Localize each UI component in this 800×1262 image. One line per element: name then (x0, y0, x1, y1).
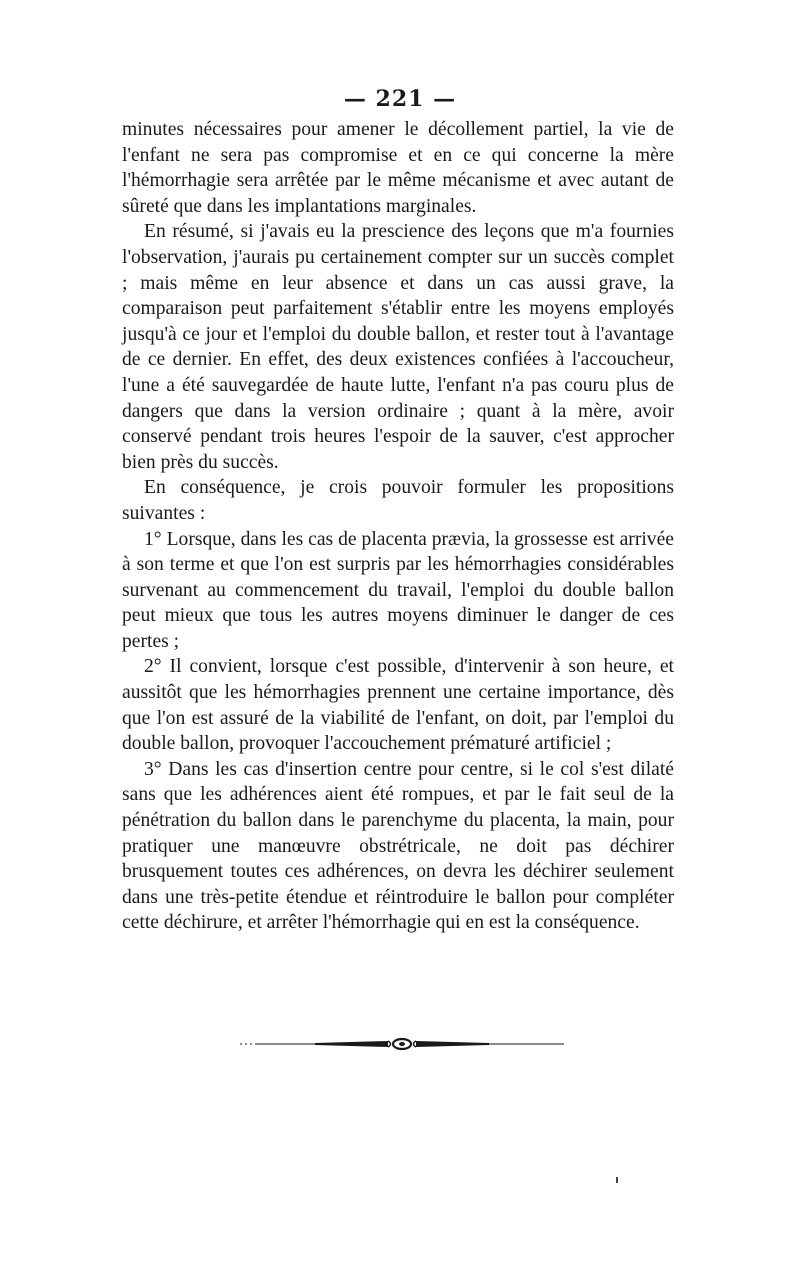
paragraph-continuation: minutes nécessaires pour amener le décollement partiel, la vie de l'enfant ne sera pas compromise et en ce qui concerne la mère l'hémorrhagie sera arrêtée par le même mécanisme et avec autant de sûreté que dans les implantations marginales. (122, 119, 674, 217)
proposition-3: 3° Dans les cas d'insertion centre pour centre, si le col s'est dilaté sans que les adhérences aient été rompues, et par le fait seul de la pénétration du ballon dans le parenchyme du placenta, la main, pour pratiquer une manœuvre obstrétricale, ne doit pas déchirer brusquement toutes ces adhérences, on devra les déchirer seulement dans une très-petite étendue et réintroduire le ballon pour compléter cette déchirure, et arrêter l'hémorrhagie qui en est la conséquence. (122, 758, 674, 934)
page-number: — 221 — (343, 86, 457, 112)
proposition-2: 2° Il convient, lorsque c'est possible, d'intervenir à son heure, et aussitôt que les hémorrhagies prennent une certaine importance, dès que l'on est assuré de la viabilité de l'enfant, on doit, par l'emploi du double ballon, provoquer l'accouchement prématuré artificiel ; (122, 656, 674, 755)
stray-ink-mark (616, 1177, 618, 1183)
ornament-divider (240, 1034, 564, 1054)
body-text (122, 117, 674, 936)
paragraph-consequence: En conséquence, je crois pouvoir formuler les propositions suivantes : (122, 477, 674, 524)
paragraph-summary: En résumé, si j'avais eu la prescience des leçons que m'a fournies l'observation, j'aurais pu certainement compter sur un succès complet ; mais même en leur absence et dans un cas aussi grave, la comparaison peut parfaitement s'établir entre les moyens employés jusqu'à ce jour et l'emploi du double ballon, et rester tout à l'avantage de ce dernier. En effet, des deux existences confiées à l'accoucheur, l'une a été sauvegardée de haute lutte, l'enfant n'a pas couru plus de dangers que dans la version ordinaire ; quant à la mère, avoir conservé pendant trois heures l'espoir de la sauver, c'est approcher bien près du succès. (122, 221, 674, 473)
proposition-1: 1° Lorsque, dans les cas de placenta prævia, la grossesse est arrivée à son terme et que l'on est surpris par les hémorrhagies considérables survenant au commencement du travail, l'emploi du double ballon peut mieux que tous les autres moyens diminuer le danger de ces pertes ; (122, 528, 674, 652)
